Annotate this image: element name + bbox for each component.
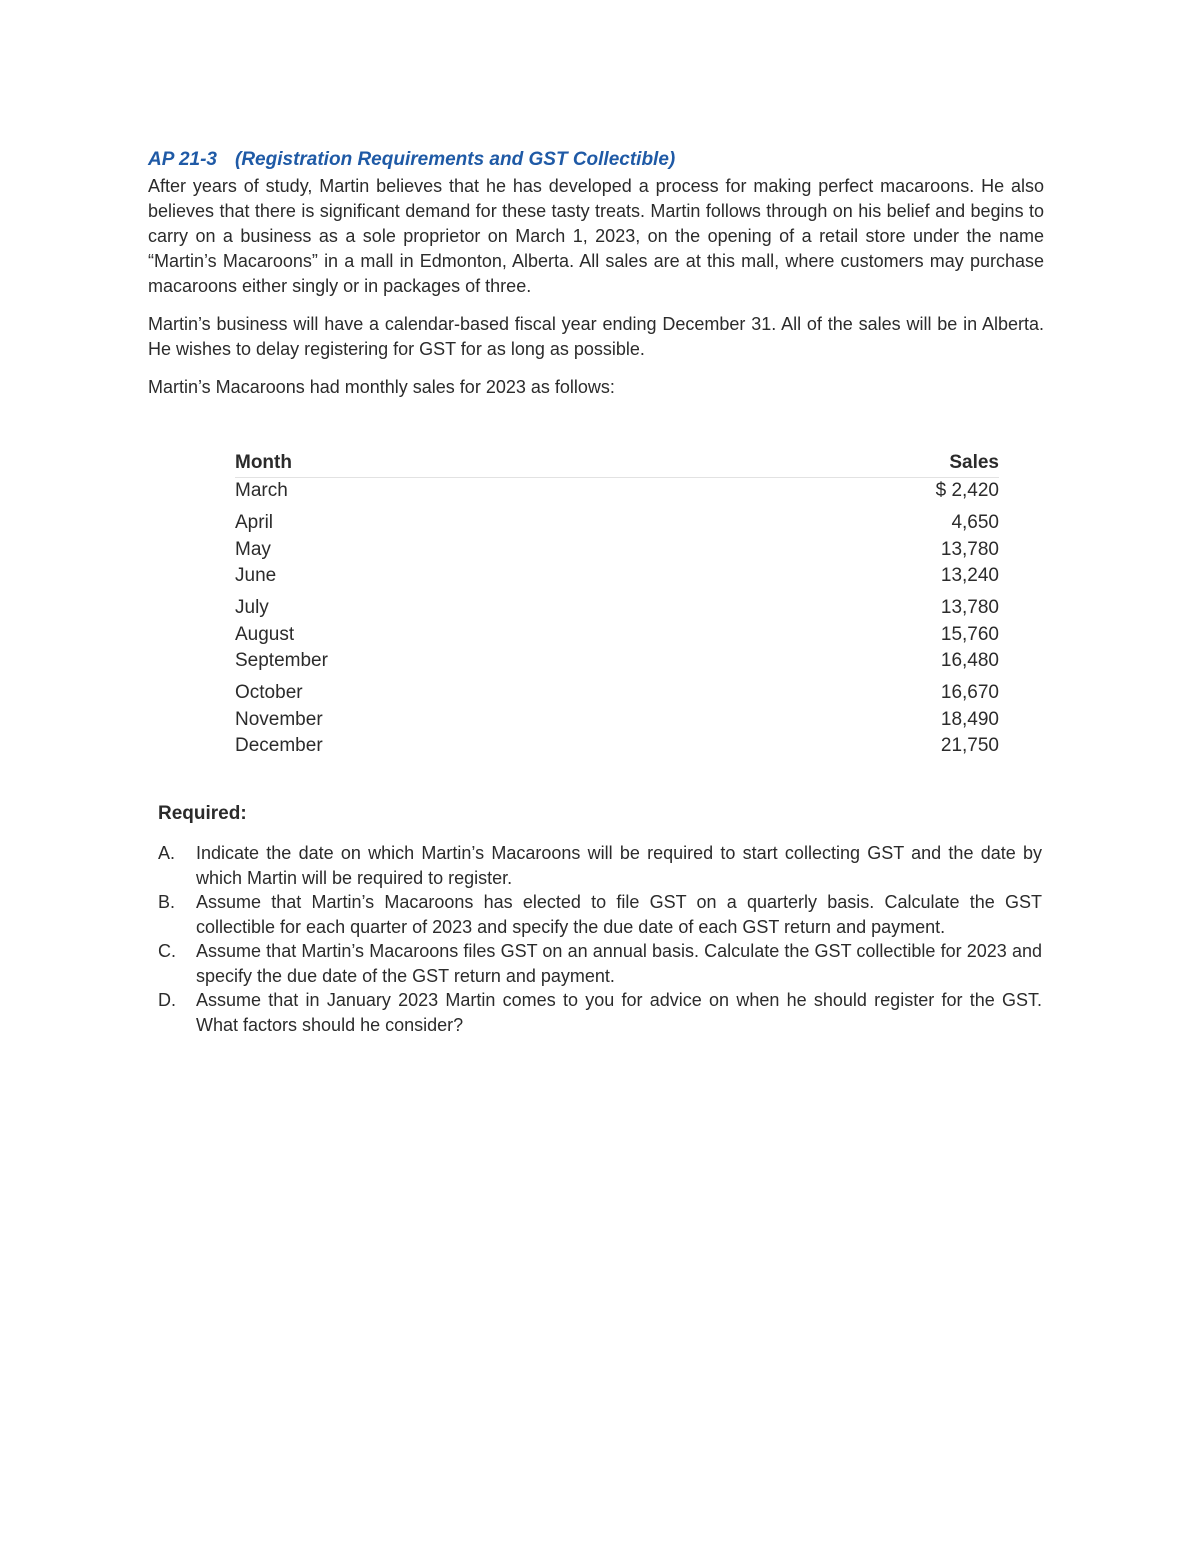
table-row	[235, 622, 999, 649]
month-cell: July	[235, 597, 269, 618]
month-cell: June	[235, 565, 277, 586]
item-text: Assume that in January 2023 Martin comes to you for advice on when he should register for the GST. What factors should he consider?	[196, 990, 1042, 1035]
problem-code: AP 21-3	[148, 149, 217, 170]
document-page	[148, 148, 1044, 1035]
table-row	[235, 478, 999, 505]
sales-cell: $ 2,420	[935, 480, 999, 501]
problem-title: (Registration Requirements and GST Collectible)	[235, 149, 676, 170]
list-item	[158, 841, 1042, 890]
sales-cell: 13,780	[940, 597, 999, 618]
month-cell: April	[235, 512, 274, 533]
sales-table	[235, 450, 999, 760]
required-list	[158, 841, 1042, 1037]
column-header-month: Month	[235, 452, 292, 473]
table-row	[235, 707, 999, 734]
table-row	[235, 648, 999, 675]
item-letter: A.	[158, 843, 176, 863]
list-item	[158, 988, 1042, 1037]
month-cell: December	[235, 735, 323, 756]
item-text: Assume that Martin’s Macaroons files GST on an annual basis. Calculate the GST collectible for 2023 and specify the due date of the GST return and payment.	[196, 941, 1042, 986]
table-header	[235, 450, 999, 478]
sales-cell: 16,480	[940, 650, 999, 671]
required-heading: Required:	[158, 803, 247, 824]
problem-heading	[148, 148, 1044, 172]
table-row	[235, 510, 999, 537]
item-letter: B.	[158, 892, 176, 912]
item-text: Indicate the date on which Martin’s Macaroons will be required to start collecting GST and the date by which Martin will be required to register.	[196, 843, 1042, 888]
intro-paragraph: After years of study, Martin believes that he has developed a process for making perfect macaroons. He also believes that there is significant demand for these tasty treats. Martin follows through on his belief and begins to carry on a business as a sole proprietor on March 1, 2023, on the opening of a retail store under the name “Martin’s Macaroons” in a mall in Edmonton, Alberta. All sales are at this mall, where customers may purchase macaroons either singly or in packages of three.	[148, 176, 1044, 296]
table-row	[235, 733, 999, 760]
sales-cell: 13,780	[940, 538, 999, 560]
month-cell: March	[235, 480, 288, 501]
sales-cell: 15,760	[940, 623, 999, 645]
month-cell: October	[235, 682, 303, 703]
sales-cell: 18,490	[940, 708, 999, 730]
sales-cell: 16,670	[940, 682, 999, 703]
list-item	[158, 890, 1042, 939]
month-cell: August	[235, 623, 295, 645]
list-item	[158, 939, 1042, 988]
month-cell: November	[235, 708, 323, 730]
sales-cell: 4,650	[951, 512, 999, 533]
item-text: Assume that Martin’s Macaroons has elected to file GST on a quarterly basis. Calculate the GST collectible for each quarter of 2023 and specify the due date of each GST return and payment.	[196, 892, 1042, 937]
table-row	[235, 595, 999, 622]
month-cell: May	[235, 538, 271, 560]
sales-cell: 13,240	[940, 565, 999, 586]
table-row	[235, 563, 999, 590]
column-header-sales: Sales	[949, 452, 999, 473]
table-row	[235, 680, 999, 707]
sales-cell: 21,750	[940, 735, 999, 756]
item-letter: C.	[158, 941, 176, 961]
fiscal-year-paragraph: Martin’s business will have a calendar-based fiscal year ending December 31. All of the sales will be in Alberta. He wishes to delay registering for GST for as long as possible.	[148, 314, 1044, 359]
sales-intro-paragraph: Martin’s Macaroons had monthly sales for 2023 as follows:	[148, 377, 615, 397]
month-cell: September	[235, 650, 328, 671]
table-row	[235, 537, 999, 564]
item-letter: D.	[158, 990, 176, 1010]
